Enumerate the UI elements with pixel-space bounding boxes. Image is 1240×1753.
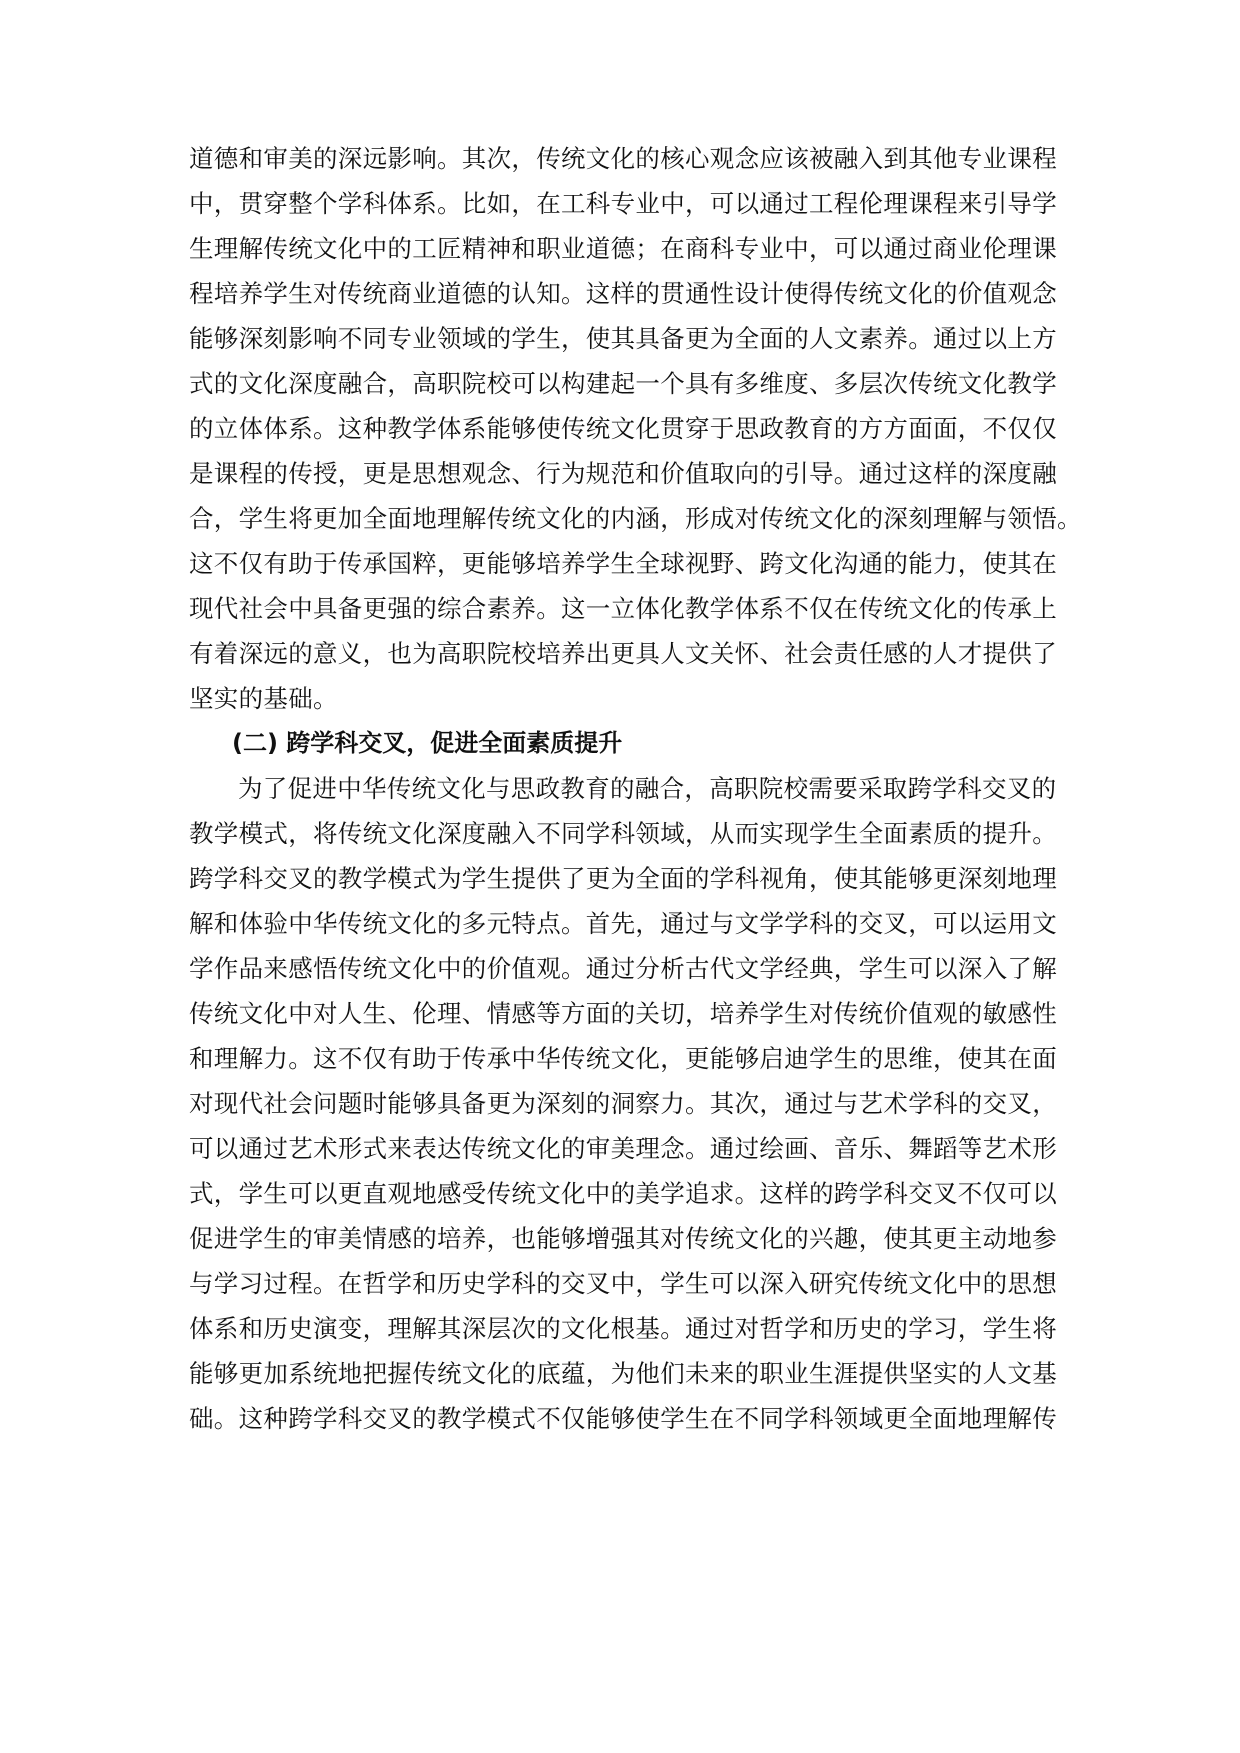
paragraph-line: 是课程的传授，更是思想观念、行为规范和价值取向的引导。通过这样的深度融 (189, 459, 1057, 488)
paragraph-line: 与学习过程。在哲学和历史学科的交叉中，学生可以深入研究传统文化中的思想 (189, 1269, 1057, 1298)
paragraph-line: 学作品来感悟传统文化中的价值观。通过分析古代文学经典，学生可以深入了解 (189, 954, 1057, 983)
paragraph-line: 为了促进中华传统文化与思政教育的融合，高职院校需要采取跨学科交叉的 (238, 774, 1057, 803)
paragraph-line: 现代社会中具备更强的综合素养。这一立体化教学体系不仅在传统文化的传承上 (189, 594, 1057, 623)
paragraph-line: 能够更加系统地把握传统文化的底蕴，为他们未来的职业生涯提供坚实的人文基 (189, 1359, 1057, 1388)
paragraph-line: 道德和审美的深远影响。其次，传统文化的核心观念应该被融入到其他专业课程 (189, 144, 1057, 173)
paragraph-line: 能够深刻影响不同专业领域的学生，使其具备更为全面的人文素养。通过以上方 (189, 324, 1057, 353)
section-heading: (二) 跨学科交叉，促进全面素质提升 (232, 729, 623, 757)
paragraph-line: 对现代社会问题时能够具备更为深刻的洞察力。其次，通过与艺术学科的交叉， (189, 1089, 1057, 1118)
paragraph-line: 可以通过艺术形式来表达传统文化的审美理念。通过绘画、音乐、舞蹈等艺术形 (189, 1134, 1057, 1163)
paragraph-line: 础。这种跨学科交叉的教学模式不仅能够使学生在不同学科领域更全面地理解传 (189, 1404, 1057, 1433)
paragraph-line: 式的文化深度融合，高职院校可以构建起一个具有多维度、多层次传统文化教学 (189, 369, 1057, 398)
paragraph-line: 这不仅有助于传承国粹，更能够培养学生全球视野、跨文化沟通的能力，使其在 (189, 549, 1057, 578)
paragraph-line: 式，学生可以更直观地感受传统文化中的美学追求。这样的跨学科交叉不仅可以 (189, 1179, 1057, 1208)
paragraph-2 (189, 766, 1057, 1441)
paragraph-line: 教学模式，将传统文化深度融入不同学科领域，从而实现学生全面素质的提升。 (189, 819, 1057, 848)
paragraph-line: 合，学生将更加全面地理解传统文化的内涵，形成对传统文化的深刻理解与领悟。 (189, 504, 1082, 533)
paragraph-line: 解和体验中华传统文化的多元特点。首先，通过与文学学科的交叉，可以运用文 (189, 909, 1057, 938)
paragraph-line: 中，贯穿整个学科体系。比如，在工科专业中，可以通过工程伦理课程来引导学 (189, 189, 1057, 218)
paragraph-line: 生理解传统文化中的工匠精神和职业道德；在商科专业中，可以通过商业伦理课 (189, 234, 1057, 263)
paragraph-line: 坚实的基础。 (189, 684, 338, 713)
body-text (189, 136, 1082, 1441)
paragraph-line: 传统文化中对人生、伦理、情感等方面的关切，培养学生对传统价值观的敏感性 (189, 999, 1057, 1028)
paragraph-line: 有着深远的意义，也为高职院校培养出更具人文关怀、社会责任感的人才提供了 (189, 639, 1057, 668)
paragraph-line: 体系和历史演变，理解其深层次的文化根基。通过对哲学和历史的学习，学生将 (189, 1314, 1057, 1343)
paragraph-1 (189, 136, 1082, 721)
paragraph-line: 促进学生的审美情感的培养，也能够增强其对传统文化的兴趣，使其更主动地参 (189, 1224, 1057, 1253)
paragraph-line: 的立体体系。这种教学体系能够使传统文化贯穿于思政教育的方方面面，不仅仅 (189, 414, 1057, 443)
paragraph-line: 程培养学生对传统商业道德的认知。这样的贯通性设计使得传统文化的价值观念 (189, 279, 1057, 308)
paragraph-line: 跨学科交叉的教学模式为学生提供了更为全面的学科视角，使其能够更深刻地理 (189, 864, 1057, 893)
paragraph-line: 和理解力。这不仅有助于传承中华传统文化，更能够启迪学生的思维，使其在面 (189, 1044, 1057, 1073)
